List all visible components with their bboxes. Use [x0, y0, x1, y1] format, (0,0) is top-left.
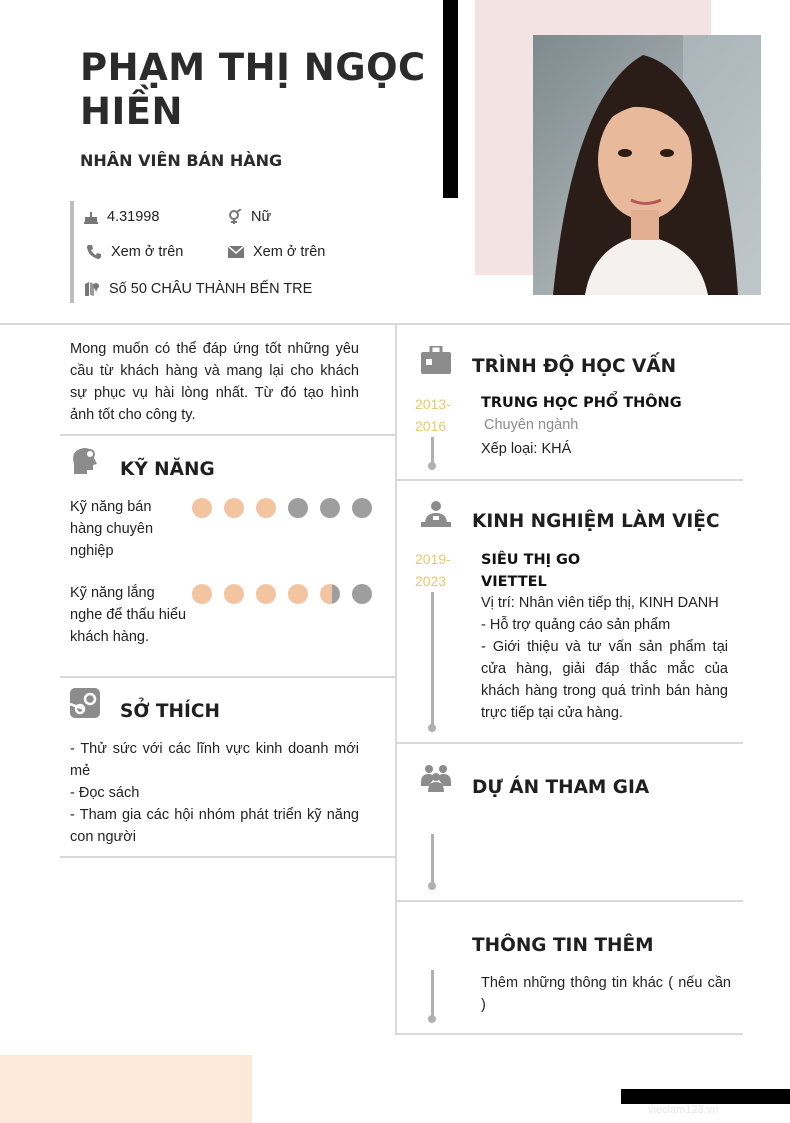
column-divider	[395, 323, 397, 1034]
education-divider	[395, 479, 743, 481]
objective-divider	[60, 434, 395, 436]
birthday-row	[84, 209, 159, 225]
company-line-2: VIETTEL	[481, 574, 547, 590]
rating-dot	[224, 584, 244, 604]
education-timeline-dot	[428, 462, 436, 470]
rating-dot	[256, 584, 276, 604]
extra-divider	[395, 1033, 743, 1035]
birthday-value: 4.31998	[107, 209, 160, 225]
experience-divider	[395, 742, 743, 744]
education-timeline	[431, 437, 434, 465]
decor-black-footer-bar	[621, 1089, 790, 1104]
info-side-bar	[70, 201, 74, 303]
experience-timeline	[431, 592, 434, 728]
experience-end: 2023	[415, 573, 447, 589]
education-start: 2013-	[415, 396, 451, 412]
phone-row	[86, 244, 183, 260]
projects-timeline-dot	[428, 882, 436, 890]
mail-icon	[228, 246, 244, 258]
extra-text: Thêm những thông tin khác ( nếu cần )	[481, 975, 731, 1013]
gender-value: Nữ	[251, 209, 272, 225]
skill-2-rating	[192, 584, 372, 604]
experience-task: - Hỗ trợ quảng cáo sản phẩm	[481, 617, 671, 633]
extra-timeline	[431, 970, 434, 1018]
briefcase-icon	[421, 346, 451, 374]
skills-divider	[60, 676, 395, 678]
skills-title: KỸ NĂNG	[120, 459, 215, 480]
skill-2-name: Kỹ năng lắng nghe để thấu hiểu khách hàng.	[70, 585, 187, 645]
worker-laptop-icon	[421, 500, 451, 528]
projects-timeline	[431, 834, 434, 886]
email-row	[228, 244, 325, 260]
hobbies-divider	[60, 856, 395, 858]
experience-title: KINH NGHIỆM LÀM VIỆC	[472, 511, 720, 532]
education-grade: Xếp loại: KHÁ	[481, 441, 572, 457]
projects-title: DỰ ÁN THAM GIA	[472, 777, 650, 798]
rating-dot	[320, 498, 340, 518]
phone-icon	[86, 244, 102, 260]
hobbies-list	[70, 738, 359, 848]
decor-peach-rect	[0, 1055, 252, 1123]
rating-dot	[256, 498, 276, 518]
address-row	[84, 281, 312, 297]
experience-details	[481, 592, 728, 724]
skill-1-rating	[192, 498, 372, 518]
education-end: 2016	[415, 418, 447, 434]
steam-icon	[70, 688, 100, 718]
experience-company	[481, 549, 580, 593]
rating-dot	[352, 584, 372, 604]
address-value: Số 50 CHÂU THÀNH BẾN TRE	[109, 281, 313, 297]
profile-photo	[533, 35, 761, 295]
phone-value: Xem ở trên	[111, 244, 184, 260]
hobby-item: - Tham gia các hội nhóm phát triển kỹ năng con người	[70, 807, 359, 845]
rating-dot	[224, 498, 244, 518]
rating-dot	[320, 584, 340, 604]
candidate-name: PHẠM THỊ NGỌC HIỀN	[80, 46, 426, 133]
experience-timeline-dot	[428, 724, 436, 732]
education-school: TRUNG HỌC PHỔ THÔNG	[481, 395, 682, 411]
gender-icon	[228, 209, 242, 225]
rating-dot	[192, 584, 212, 604]
skill-1-name: Kỹ năng bán hàng chuyên nghiệp	[70, 499, 154, 559]
experience-position: Vị trí: Nhân viên tiếp thị, KINH DANH	[481, 595, 719, 611]
watermark: vieclam123.vn	[648, 1104, 719, 1116]
rating-dot	[288, 584, 308, 604]
career-objective: Mong muốn có thể đáp ứng tốt những yêu cầu từ khách hàng và mang lại cho khách sự phục vụ hài lòng nhất. Từ đó tạo hình ảnh tốt cho công ty.	[70, 341, 359, 423]
rating-dot	[288, 498, 308, 518]
hobby-item: - Thử sức với các lĩnh vực kinh doanh mới mẻ	[70, 741, 359, 779]
education-major: Chuyên ngành	[484, 417, 579, 433]
cake-icon	[84, 210, 98, 224]
education-title: TRÌNH ĐỘ HỌC VẤN	[472, 356, 677, 377]
group-icon	[421, 764, 451, 792]
education-years	[415, 393, 451, 437]
projects-divider	[395, 900, 743, 902]
extra-title: THÔNG TIN THÊM	[472, 935, 654, 956]
job-title: NHÂN VIÊN BÁN HÀNG	[80, 151, 283, 170]
hobby-item: - Đọc sách	[70, 785, 140, 801]
rating-dot	[352, 498, 372, 518]
gender-row	[228, 209, 271, 225]
email-value: Xem ở trên	[253, 244, 326, 260]
hobbies-title: SỞ THÍCH	[120, 701, 220, 722]
experience-task: - Giới thiệu và tư vấn sản phẩm tại cửa hàng, giải đáp thắc mắc của khách hàng trong quá trình bán hàng trực tiếp tại cửa hàng.	[481, 639, 728, 721]
rating-dot	[192, 498, 212, 518]
extra-timeline-dot	[428, 1015, 436, 1023]
head-gear-icon	[70, 446, 100, 476]
decor-black-bar	[443, 0, 458, 198]
company-line-1: SIÊU THỊ GO	[481, 552, 581, 568]
experience-years	[415, 548, 451, 592]
experience-start: 2019-	[415, 551, 451, 567]
map-pin-icon	[84, 281, 100, 297]
